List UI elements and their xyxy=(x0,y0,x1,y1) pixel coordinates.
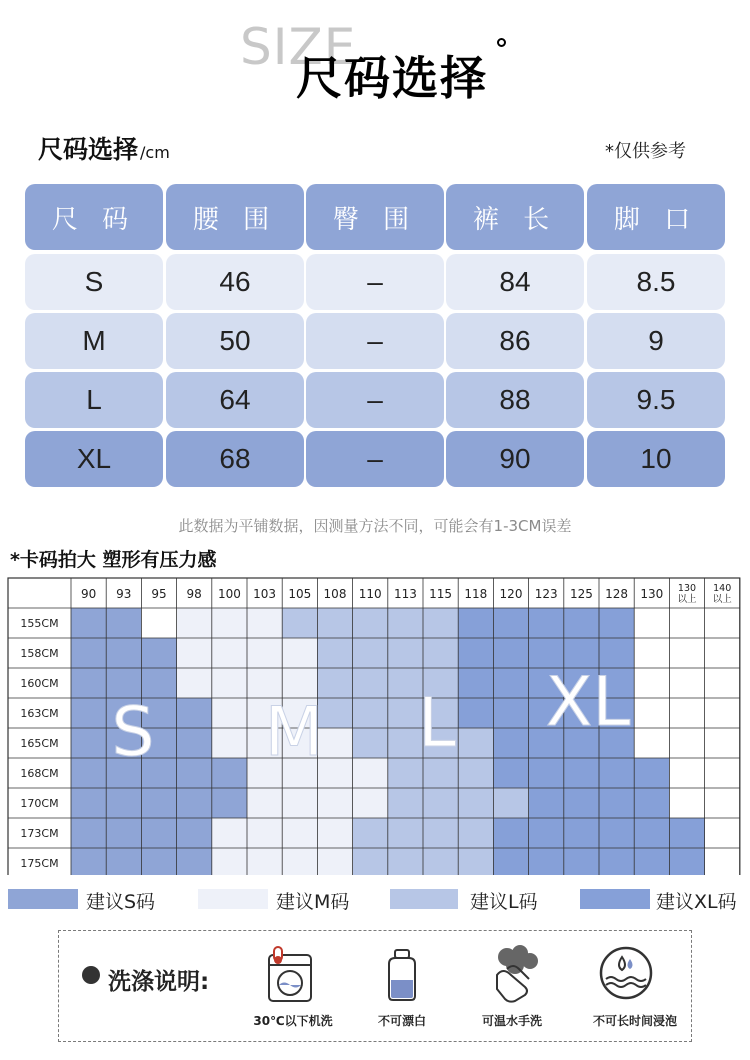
grid-cell xyxy=(71,608,106,638)
grid-cell xyxy=(353,818,388,848)
grid-cell xyxy=(353,698,388,728)
grid-cell xyxy=(353,668,388,698)
grid-cell xyxy=(177,698,212,728)
legend-label: 建议M码 xyxy=(276,891,350,913)
grid-cell xyxy=(564,608,599,638)
zone-label: M xyxy=(264,693,324,772)
table-cell: – xyxy=(306,372,444,428)
grid-cell xyxy=(493,668,528,698)
table-cell: – xyxy=(306,431,444,487)
grid-cell xyxy=(177,668,212,698)
grid-cell xyxy=(564,758,599,788)
page-title: 尺码选择 xyxy=(296,51,488,105)
weight-label: 105 xyxy=(288,587,312,601)
grid-cell xyxy=(388,638,423,668)
size-chart-unit: /cm xyxy=(140,143,170,162)
table-cell: 88 xyxy=(446,372,584,428)
grid-cell xyxy=(458,698,493,728)
grid-cell xyxy=(177,848,212,875)
grid-cell xyxy=(282,638,317,668)
grid-cell xyxy=(669,728,704,758)
grid-cell xyxy=(282,818,317,848)
grid-cell xyxy=(529,848,564,875)
weight-label: 120 xyxy=(499,587,523,601)
table-cell: 86 xyxy=(446,313,584,369)
table-cell: 68 xyxy=(166,431,304,487)
grid-cell xyxy=(634,728,669,758)
measure-note: 此数据为平铺数据，因测量方法不同，可能会有1-3CM误差 xyxy=(178,517,572,535)
grid-cell xyxy=(705,758,740,788)
legend-label: 建议L码 xyxy=(470,891,538,913)
grid-cell xyxy=(705,728,740,758)
grid-cell xyxy=(705,848,740,875)
table-cell: XL xyxy=(25,431,163,487)
grid-cell xyxy=(458,728,493,758)
height-label: 170CM xyxy=(20,797,59,810)
weight-label: 125 xyxy=(569,587,593,601)
grid-cell xyxy=(353,608,388,638)
grid-cell xyxy=(529,818,564,848)
hand-wash-icon xyxy=(485,943,545,1003)
grid-cell xyxy=(317,818,352,848)
grid-cell xyxy=(212,698,247,728)
grid-cell xyxy=(388,848,423,875)
grid-cell xyxy=(634,758,669,788)
bullet-dot xyxy=(82,966,100,984)
grid-cell xyxy=(669,668,704,698)
wash-label-bleach: 不可漂白 xyxy=(377,1014,426,1028)
grid-cell xyxy=(177,758,212,788)
grid-cell xyxy=(599,758,634,788)
table-cell: 46 xyxy=(166,254,304,310)
table-cell: 9 xyxy=(587,313,725,369)
grid-cell xyxy=(177,608,212,638)
grid-cell xyxy=(353,848,388,875)
grid-cell xyxy=(177,818,212,848)
weight-label: 110 xyxy=(358,587,382,601)
grid-cell xyxy=(282,788,317,818)
grid-cell xyxy=(212,818,247,848)
grid-cell xyxy=(317,848,352,875)
grid-cell xyxy=(247,608,282,638)
grid-cell xyxy=(317,788,352,818)
grid-cell xyxy=(141,788,176,818)
grid-cell xyxy=(705,818,740,848)
bleach-bottle-icon xyxy=(383,948,421,1002)
washing-machine-icon xyxy=(265,945,317,1005)
grid-cell xyxy=(71,698,106,728)
grid-cell xyxy=(599,848,634,875)
grid-cell xyxy=(212,668,247,698)
grid-cell xyxy=(177,788,212,818)
weight-label: 以上 xyxy=(712,594,732,605)
grid-cell xyxy=(669,608,704,638)
grid-cell xyxy=(493,848,528,875)
wash-title: 洗涤说明: xyxy=(108,969,210,995)
grid-cell xyxy=(705,698,740,728)
grid-cell xyxy=(353,788,388,818)
grid-cell xyxy=(705,788,740,818)
weight-label: 98 xyxy=(186,587,202,601)
grid-cell xyxy=(141,848,176,875)
grid-cell xyxy=(458,668,493,698)
grid-cell xyxy=(212,848,247,875)
fit-note: *卡码拍大 塑形有压力感 xyxy=(10,549,217,571)
grid-cell xyxy=(388,788,423,818)
wash-label-handwash: 可温水手洗 xyxy=(481,1014,542,1028)
table-cell: 90 xyxy=(446,431,584,487)
grid-cell xyxy=(212,728,247,758)
table-cell: – xyxy=(306,254,444,310)
grid-cell xyxy=(634,848,669,875)
grid-cell xyxy=(141,608,176,638)
weight-label: 130 xyxy=(640,587,664,601)
table-cell: S xyxy=(25,254,163,310)
grid-cell xyxy=(493,818,528,848)
grid-cell xyxy=(317,638,352,668)
grid-cell xyxy=(493,758,528,788)
grid-cell xyxy=(353,638,388,668)
grid-cell xyxy=(458,608,493,638)
grid-cell xyxy=(634,698,669,728)
weight-label: 93 xyxy=(116,587,132,601)
table-cell: 84 xyxy=(446,254,584,310)
weight-label: 118 xyxy=(464,587,488,601)
table-header-cell: 脚 口 xyxy=(587,184,725,250)
weight-label: 108 xyxy=(323,587,347,601)
weight-label: 123 xyxy=(534,587,558,601)
table-header-cell: 腰 围 xyxy=(166,184,304,250)
height-label: 173CM xyxy=(20,827,59,840)
grid-cell xyxy=(247,818,282,848)
grid-cell xyxy=(247,848,282,875)
grid-cell xyxy=(669,638,704,668)
legend-label: 建议XL码 xyxy=(656,891,737,913)
weight-label: 115 xyxy=(429,587,453,601)
grid-cell xyxy=(634,818,669,848)
legend-swatch xyxy=(580,889,650,909)
legend-swatch xyxy=(8,889,78,909)
table-cell: 50 xyxy=(166,313,304,369)
table-cell: M xyxy=(25,313,163,369)
table-cell: – xyxy=(306,313,444,369)
grid-cell xyxy=(212,638,247,668)
legend-label: 建议S码 xyxy=(86,891,156,913)
grid-cell xyxy=(705,638,740,668)
grid-cell xyxy=(493,608,528,638)
grid-cell xyxy=(564,818,599,848)
grid-cell xyxy=(71,638,106,668)
table-header-cell: 裤 长 xyxy=(446,184,584,250)
grid-cell xyxy=(423,638,458,668)
grid-cell xyxy=(458,758,493,788)
grid-cell xyxy=(669,818,704,848)
grid-cell xyxy=(141,818,176,848)
grid-cell xyxy=(247,788,282,818)
height-label: 155CM xyxy=(20,617,59,630)
table-cell: 8.5 xyxy=(587,254,725,310)
grid-cell xyxy=(106,608,141,638)
grid-cell xyxy=(106,638,141,668)
grid-cell xyxy=(669,788,704,818)
grid-cell xyxy=(212,758,247,788)
grid-cell xyxy=(106,818,141,848)
grid-cell xyxy=(705,608,740,638)
grid-cell xyxy=(458,848,493,875)
weight-label: 140 xyxy=(713,583,732,594)
grid-cell xyxy=(529,788,564,818)
fit-grid xyxy=(0,570,750,875)
wash-label-soak: 不可长时间浸泡 xyxy=(592,1014,677,1028)
grid-cell xyxy=(493,788,528,818)
grid-cell xyxy=(353,758,388,788)
grid-cell xyxy=(388,608,423,638)
wash-label-machine: 30℃以下机洗 xyxy=(253,1014,333,1028)
grid-cell xyxy=(177,728,212,758)
grid-cell xyxy=(71,848,106,875)
grid-cell xyxy=(564,788,599,818)
legend-swatch xyxy=(198,889,268,909)
table-cell: 9.5 xyxy=(587,372,725,428)
grid-cell xyxy=(423,818,458,848)
height-label: 158CM xyxy=(20,647,59,660)
grid-cell xyxy=(529,608,564,638)
grid-cell xyxy=(106,848,141,875)
zone-label: S xyxy=(111,693,155,772)
table-header-cell: 臀 围 xyxy=(306,184,444,250)
grid-cell xyxy=(599,818,634,848)
grid-cell xyxy=(634,788,669,818)
grid-cell xyxy=(423,848,458,875)
grid-cell xyxy=(493,698,528,728)
grid-cell xyxy=(458,818,493,848)
grid-cell xyxy=(423,788,458,818)
grid-cell xyxy=(71,668,106,698)
table-cell: L xyxy=(25,372,163,428)
grid-cell xyxy=(493,728,528,758)
grid-cell xyxy=(282,608,317,638)
zone-label: XL xyxy=(545,663,631,742)
grid-cell xyxy=(634,608,669,638)
grid-cell xyxy=(247,638,282,668)
grid-cell xyxy=(353,728,388,758)
table-header-cell: 尺 码 xyxy=(25,184,163,250)
grid-cell xyxy=(634,638,669,668)
grid-cell xyxy=(212,788,247,818)
height-label: 160CM xyxy=(20,677,59,690)
no-soak-icon xyxy=(598,945,654,1001)
weight-label: 以上 xyxy=(677,594,697,605)
height-label: 163CM xyxy=(20,707,59,720)
grid-cell xyxy=(599,788,634,818)
grid-cell xyxy=(71,728,106,758)
weight-label: 90 xyxy=(80,587,97,601)
title-ring-decoration xyxy=(497,38,506,47)
grid-cell xyxy=(71,758,106,788)
grid-cell xyxy=(458,638,493,668)
height-label: 168CM xyxy=(20,767,59,780)
grid-cell xyxy=(529,758,564,788)
grid-cell xyxy=(669,848,704,875)
weight-label: 130 xyxy=(677,583,697,594)
table-cell: 10 xyxy=(587,431,725,487)
weight-label: 113 xyxy=(393,587,417,601)
grid-cell xyxy=(177,638,212,668)
grid-cell xyxy=(669,698,704,728)
grid-cell xyxy=(317,608,352,638)
grid-cell xyxy=(423,608,458,638)
grid-cell xyxy=(388,818,423,848)
grid-cell xyxy=(106,788,141,818)
grid-cell xyxy=(212,608,247,638)
zone-label: L xyxy=(418,684,456,763)
reference-note: *仅供参考 xyxy=(605,141,686,162)
height-label: 175CM xyxy=(20,857,59,870)
weight-label: 95 xyxy=(151,587,167,601)
size-chart-title: 尺码选择 /cm xyxy=(38,135,170,164)
grid-cell xyxy=(705,668,740,698)
grid-cell xyxy=(564,848,599,875)
grid-cell xyxy=(71,818,106,848)
weight-label: 103 xyxy=(253,587,277,601)
grid-cell xyxy=(282,848,317,875)
height-label: 165CM xyxy=(20,737,59,750)
grid-cell xyxy=(634,668,669,698)
grid-cell xyxy=(458,788,493,818)
grid-cell xyxy=(493,638,528,668)
table-cell: 64 xyxy=(166,372,304,428)
grid-cell xyxy=(141,638,176,668)
grid-cell xyxy=(599,608,634,638)
grid-cell xyxy=(669,758,704,788)
size-watermark: SIZE xyxy=(240,18,357,76)
weight-label: 100 xyxy=(217,587,241,601)
grid-cell xyxy=(71,788,106,818)
legend-swatch xyxy=(390,889,458,909)
weight-label: 128 xyxy=(605,587,629,601)
